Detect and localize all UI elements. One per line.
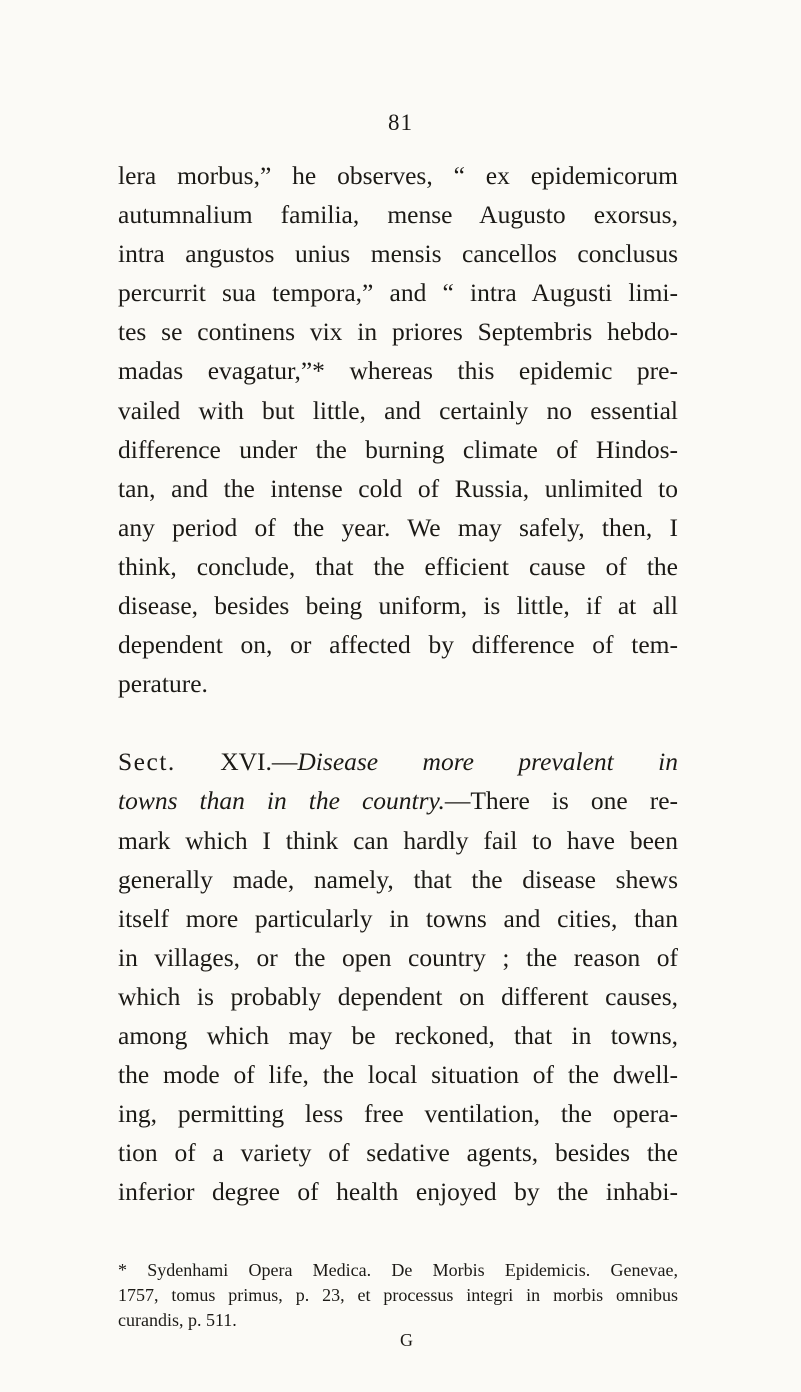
text-line: tan, and the intense cold of Russia, unlimited to: [118, 473, 678, 503]
text-line: intra angustos unius mensis cancellos conclusus: [118, 239, 678, 269]
text-line: lera morbus,” he observes, “ ex epidemicorum: [118, 161, 678, 190]
footnote-line: curandis, p. 511.: [118, 1310, 237, 1330]
text-line: ing, permitting less free ventilation, the opera-: [118, 1099, 678, 1129]
text-line: inferior degree of health enjoyed by the inhabi-: [118, 1177, 678, 1207]
footnote: [118, 1258, 678, 1333]
text-line: percurrit sua tempora,” and “ intra Augusti limi-: [118, 278, 678, 308]
text-line: perature.: [118, 669, 208, 699]
footnote-line: * Sydenhami Opera Medica. De Morbis Epidemicis. Genevae,: [118, 1260, 678, 1280]
text-line: madas evagatur,”* whereas this epidemic pre-: [118, 356, 678, 386]
text-line: vailed with but little, and certainly no essential: [118, 395, 678, 425]
text-line: difference under the burning climate of Hindos-: [118, 434, 678, 464]
text-line: tes se continens vix in priores Septembris hebdo-: [118, 317, 678, 347]
page-number: 81: [388, 110, 413, 135]
section-title-continued: towns than in the country.: [118, 786, 445, 816]
footnote-line: 1757, tomus primus, p. 23, et processus integri in morbis omnibus: [118, 1285, 678, 1305]
text-line: generally made, namely, that the disease shews: [118, 864, 678, 894]
section-heading-continued: [118, 781, 678, 820]
text-line: mark which I think can hardly fail to have been: [118, 825, 678, 855]
text-line: among which may be reckoned, that in towns,: [118, 1020, 678, 1050]
text-line: disease, besides being uniform, is little, if at all: [118, 591, 678, 621]
section-number: XVI.: [220, 747, 272, 777]
section-label: Sect.: [118, 747, 176, 777]
text-line: in villages, or the open country ; the reason of: [118, 942, 678, 972]
text-line: itself more particularly in towns and cities, than: [118, 903, 678, 933]
text-line: the mode of life, the local situation of the dwell-: [118, 1060, 678, 1090]
text-line: think, conclude, that the efficient cause of the: [118, 551, 678, 581]
section-heading: [118, 742, 678, 781]
section-title: Disease more prevalent in: [297, 747, 678, 777]
text-line: dependent on, or affected by difference of tem-: [118, 630, 678, 660]
section-dash: —: [271, 747, 298, 777]
text-line: tion of a variety of sedative agents, besides the: [118, 1138, 678, 1168]
text-line: autumnalium familia, mense Augusto exorsus,: [118, 200, 678, 230]
section-gap: [118, 703, 678, 742]
signature-mark: G: [400, 1330, 413, 1350]
body-text: [118, 156, 678, 1211]
section-text: —There is one re-: [444, 786, 678, 816]
text-line: any period of the year. We may safely, then, I: [118, 512, 678, 542]
text-line: which is probably dependent on different causes,: [118, 981, 678, 1011]
